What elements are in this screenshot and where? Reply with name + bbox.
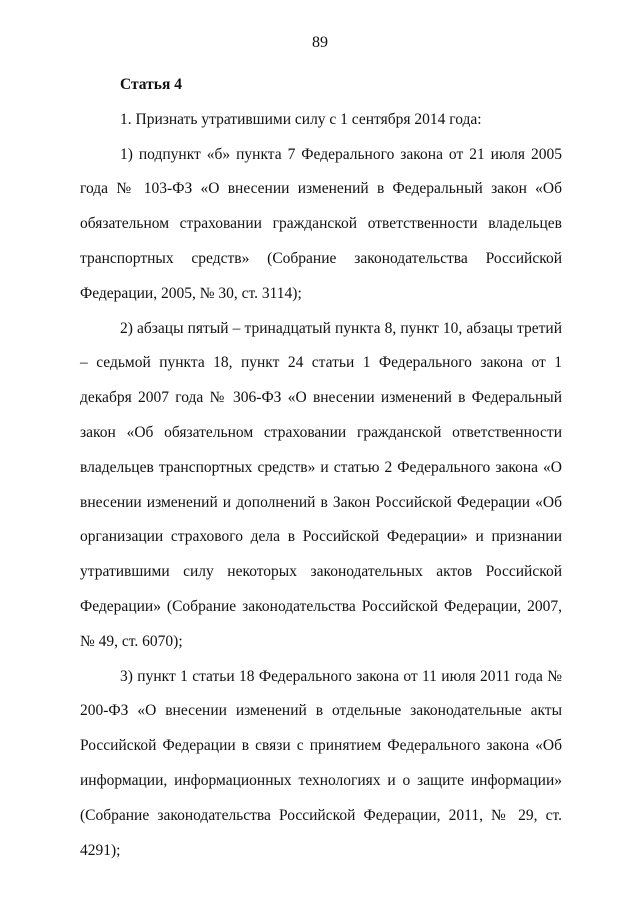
paragraph-subclause-3: 3) пункт 1 статьи 18 Федерального закона от 11 июля 2011 года № 200-ФЗ «О внесении изменений в отдельные законодательные акты Российской Федерации в связи с принятием Федерального закона «Об информации, информационных технологиях и о защите информации» (Собрание законодательства Российской Федерации, 2011, № 29, ст. 4291); bbox=[80, 667, 562, 859]
page-number: 89 bbox=[312, 34, 328, 51]
article-heading: Статья 4 bbox=[120, 76, 182, 93]
paragraph-subclause-2: 2) абзацы пятый – тринадцатый пункта 8, пункт 10, абзацы третий – седьмой пункта 18, пункт 24 статьи 1 Федерального закона от 1 декабря 2007 года № 306-ФЗ «О внесении изменений в Федеральный закон «Об обязательном страховании гражданской ответственности владельцев транспортных средств» и статью 2 Федерального закона «О внесении изменений и дополнений в Закон Российской Федерации «Об организации страхового дела в Российской Федерации» и признании утратившими силу некоторых законодательных актов Российской Федерации» (Собрание законодательства Российской Федерации, 2007, № 49, ст. 6070); bbox=[80, 319, 562, 650]
paragraph-subclause-1: 1) подпункт «б» пункта 7 Федерального закона от 21 июля 2005 года № 103-ФЗ «О внесении изменений в Федеральный закон «Об обязательном страховании гражданской ответственности владельцев транспортных средств» (Собрание законодательства Российской Федерации, 2005, № 30, ст. 3114); bbox=[80, 145, 562, 302]
paragraph-clause-1: 1. Признать утратившими силу с 1 сентября 2014 года: bbox=[120, 110, 482, 128]
page-body bbox=[80, 68, 562, 868]
